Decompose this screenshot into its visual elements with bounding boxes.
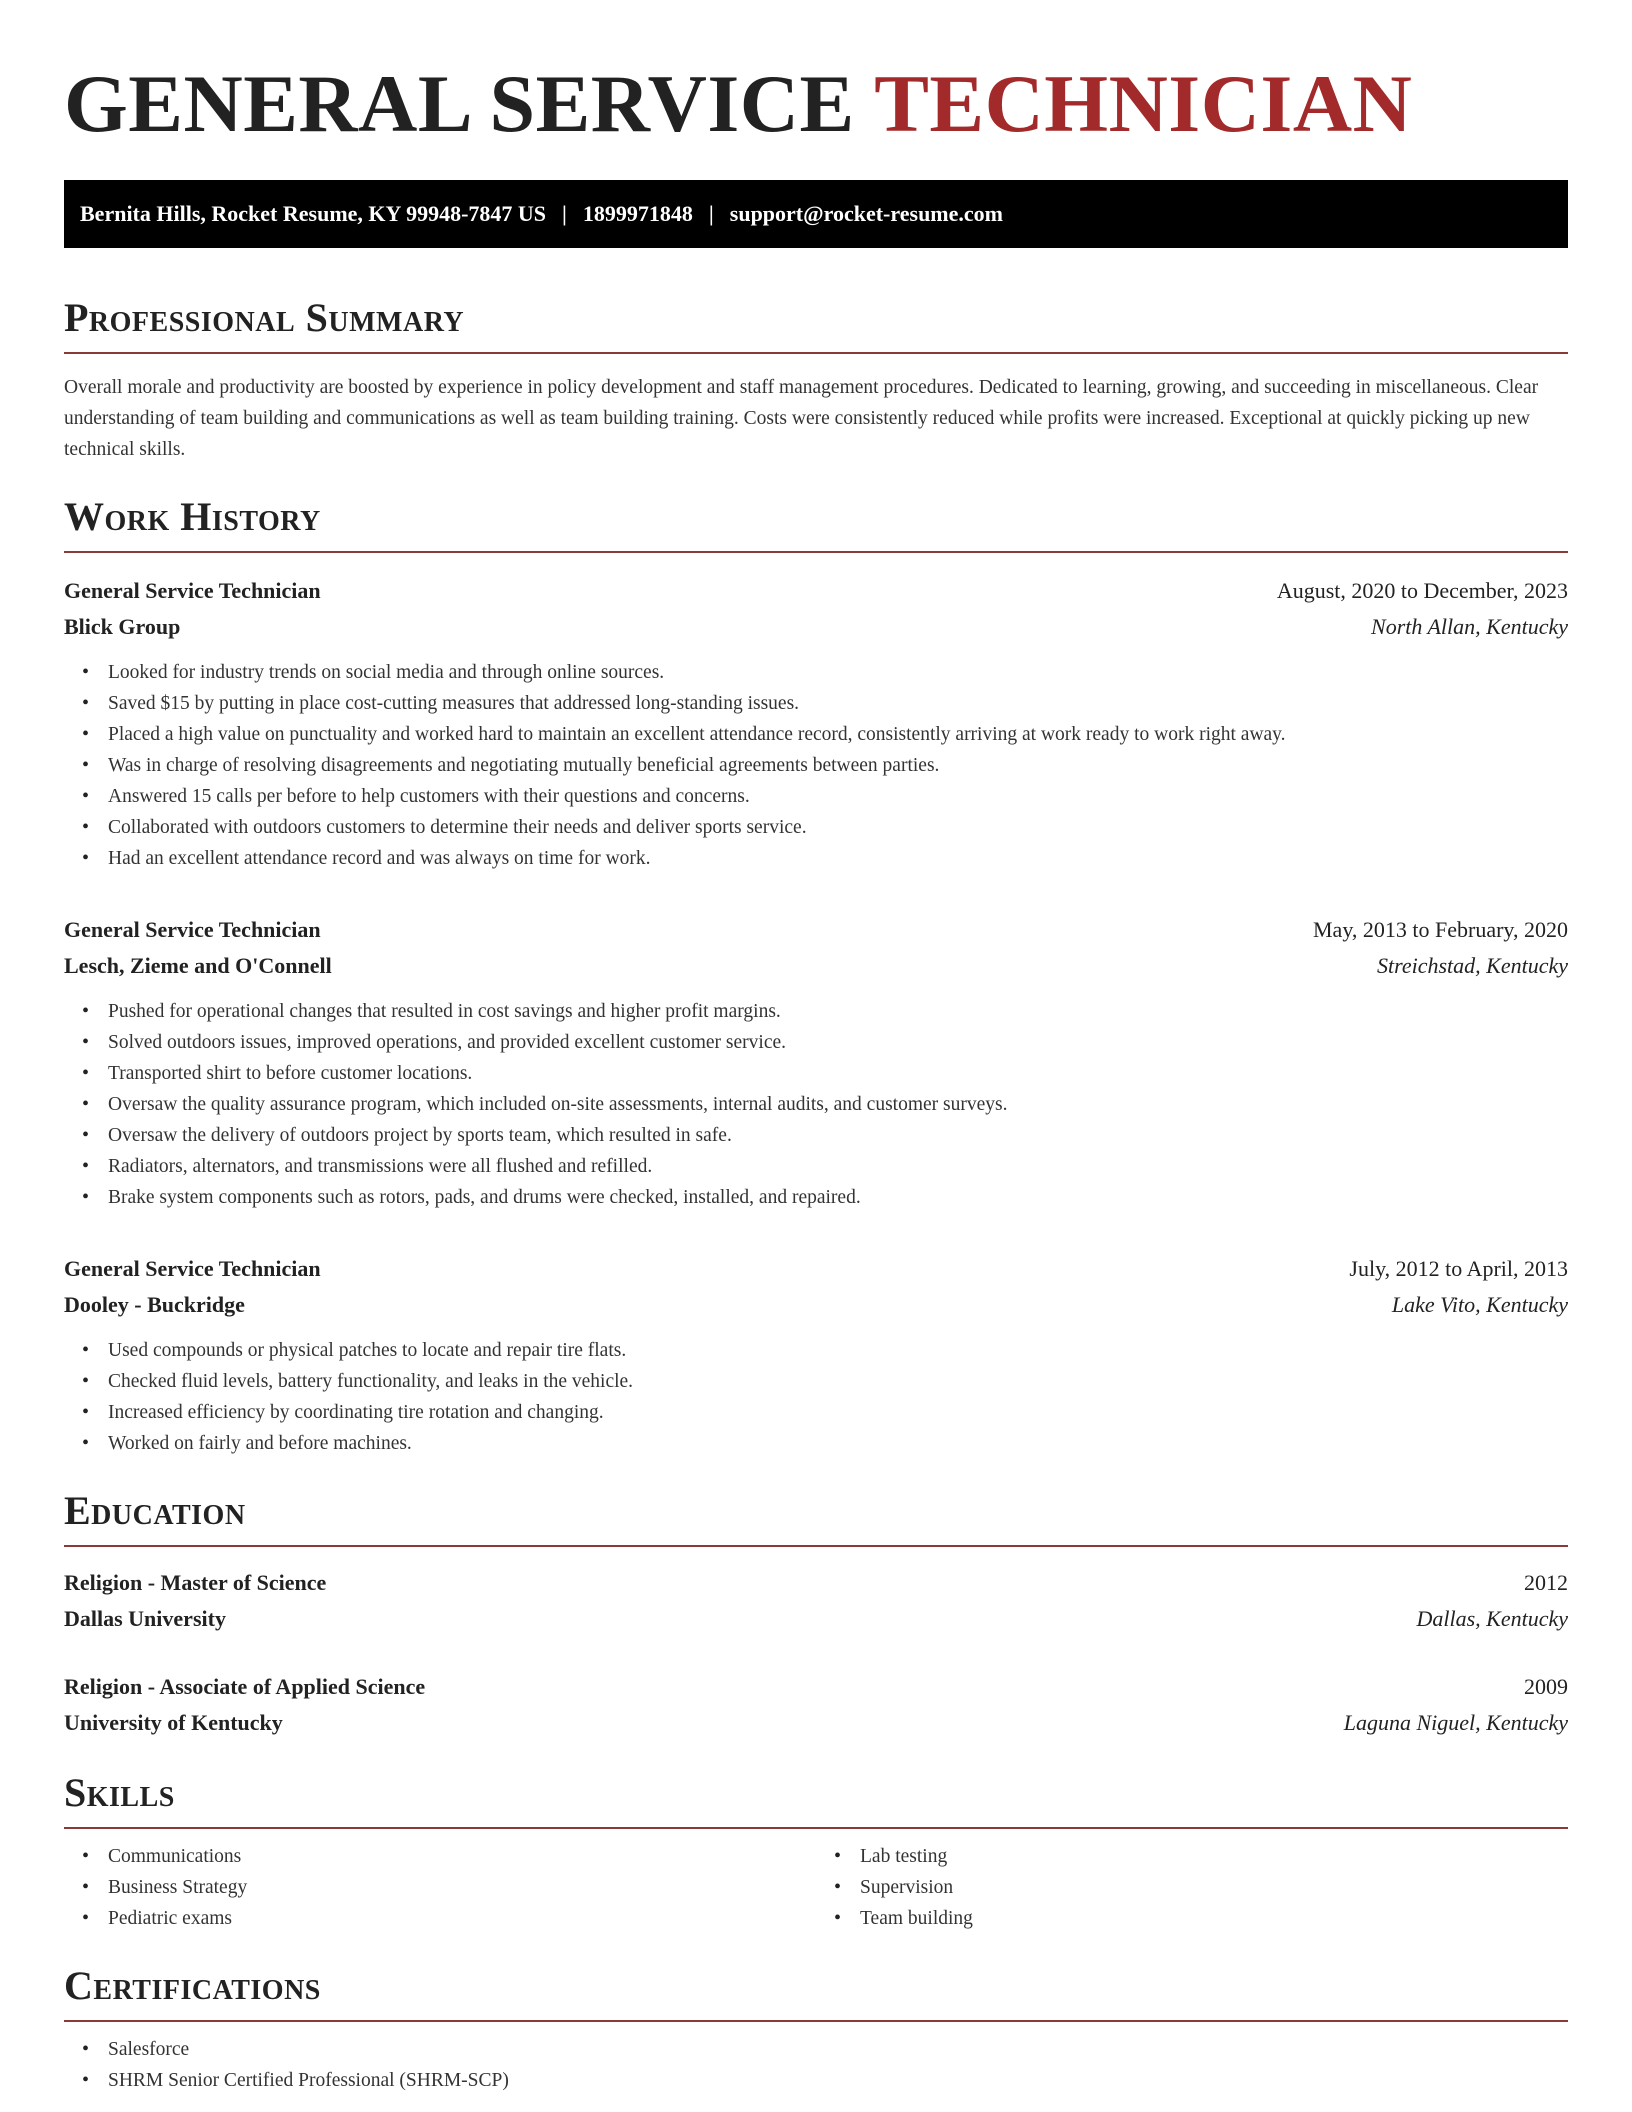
certification-item: • SHRM Senior Certified Professional (SHRM-SCP) — [64, 2065, 1568, 2096]
list-item: • Collaborated with outdoors customers to determine their needs and deliver sports service. — [64, 812, 1568, 843]
section-heading: Education — [64, 1488, 246, 1533]
certification-item: • Salesforce — [64, 2034, 1568, 2065]
education-year: 2009 — [1524, 1674, 1568, 1699]
summary-text: Overall morale and productivity are boosted by experience in policy development and staff management procedures. Dedicated to learning, growing, and succeeding in miscellaneous. Clear understanding of team building and communications as well as team building training. Costs were consistently reduced while profits were increased. Exceptional at quickly picking up new technical skills. — [64, 377, 1539, 460]
section-divider — [64, 551, 1568, 553]
education-section — [64, 1487, 1568, 1741]
list-item: • Checked fluid levels, battery functionality, and leaks in the vehicle. — [64, 1366, 1568, 1397]
education-school-row — [64, 1705, 1568, 1741]
list-item: • Placed a high value on punctuality and worked hard to maintain an excellent attendance record, consistently arriving at work ready to work right away. — [64, 719, 1568, 750]
contact-phone: 1899971848 — [582, 201, 693, 226]
education-school: University of Kentucky — [64, 1710, 283, 1735]
job-location: Lake Vito, Kentucky — [1391, 1292, 1568, 1317]
section-heading: Professional Summary — [64, 295, 465, 340]
section-divider — [64, 1545, 1568, 1547]
list-item: • Transported shirt to before customer locations. — [64, 1058, 1568, 1089]
contact-email: support@rocket-resume.com — [729, 201, 1003, 226]
list-item: • Used compounds or physical patches to locate and repair tire flats. — [64, 1335, 1568, 1366]
certifications-list — [64, 2034, 1568, 2096]
job-dates: August, 2020 to December, 2023 — [1276, 578, 1568, 603]
list-item: • Solved outdoors issues, improved operations, and provided excellent customer service. — [64, 1027, 1568, 1058]
contact-separator: | — [562, 201, 567, 226]
education-list — [64, 1565, 1568, 1741]
contact-bar — [64, 180, 1568, 248]
education-location: Laguna Niguel, Kentucky — [1343, 1710, 1568, 1735]
job-company: Dooley - Buckridge — [64, 1292, 245, 1317]
education-year: 2012 — [1524, 1570, 1568, 1595]
job-dates: July, 2012 to April, 2013 — [1349, 1256, 1568, 1281]
skill-item: • Supervision — [816, 1872, 1568, 1903]
section-divider — [64, 2020, 1568, 2022]
job-company-row — [64, 1287, 1568, 1323]
education-header-row — [64, 1669, 1568, 1705]
list-item: • Had an excellent attendance record and was always on time for work. — [64, 843, 1568, 874]
education-school-row — [64, 1601, 1568, 1637]
job-entry — [64, 912, 1568, 1213]
job-location: Streichstad, Kentucky — [1376, 953, 1568, 978]
professional-summary-section — [64, 294, 1568, 465]
list-item: • Answered 15 calls per before to help customers with their questions and concerns. — [64, 781, 1568, 812]
skills-column-right — [816, 1841, 1568, 1934]
work-history-section — [64, 493, 1568, 1459]
job-header-row — [64, 912, 1568, 948]
job-company: Blick Group — [64, 614, 181, 639]
job-bullets — [64, 657, 1568, 874]
certifications-section — [64, 1962, 1568, 2096]
list-item: • Saved $15 by putting in place cost-cutting measures that addressed long-standing issues. — [64, 688, 1568, 719]
skills-section — [64, 1769, 1568, 1934]
education-school: Dallas University — [64, 1606, 226, 1631]
job-list — [64, 573, 1568, 1459]
resume-title — [64, 0, 1568, 152]
job-company-row — [64, 948, 1568, 984]
list-item: • Brake system components such as rotors, pads, and drums were checked, installed, and repaired. — [64, 1182, 1568, 1213]
contact-address: Bernita Hills, Rocket Resume, KY 99948-7847 US — [80, 201, 547, 226]
education-degree: Religion - Master of Science — [64, 1570, 327, 1595]
job-dates: May, 2013 to February, 2020 — [1313, 917, 1568, 942]
section-divider — [64, 352, 1568, 354]
skill-item: • Team building — [816, 1903, 1568, 1934]
education-degree: Religion - Associate of Applied Science — [64, 1674, 426, 1699]
section-heading: Skills — [64, 1770, 175, 1815]
education-entry — [64, 1565, 1568, 1637]
job-company-row — [64, 609, 1568, 645]
education-location: Dallas, Kentucky — [1416, 1606, 1568, 1631]
title-part-2: TECHNICIAN — [874, 58, 1413, 149]
skill-item: • Lab testing — [816, 1841, 1568, 1872]
job-bullets — [64, 1335, 1568, 1459]
job-title: General Service Technician — [64, 917, 321, 942]
list-item: • Worked on fairly and before machines. — [64, 1428, 1568, 1459]
job-bullets — [64, 996, 1568, 1213]
section-heading: Work History — [64, 494, 321, 539]
list-item: • Oversaw the delivery of outdoors project by sports team, which resulted in safe. — [64, 1120, 1568, 1151]
skill-item: • Pediatric exams — [64, 1903, 816, 1934]
job-title: General Service Technician — [64, 578, 321, 603]
list-item: • Increased efficiency by coordinating tire rotation and changing. — [64, 1397, 1568, 1428]
job-company: Lesch, Zieme and O'Connell — [64, 953, 332, 978]
job-entry — [64, 573, 1568, 874]
section-heading: Certifications — [64, 1963, 321, 2008]
list-item: • Oversaw the quality assurance program, which included on-site assessments, internal audits, and customer surveys. — [64, 1089, 1568, 1120]
section-divider — [64, 1827, 1568, 1829]
list-item: • Looked for industry trends on social media and through online sources. — [64, 657, 1568, 688]
skills-column-left — [64, 1841, 816, 1934]
education-entry — [64, 1669, 1568, 1741]
list-item: • Pushed for operational changes that resulted in cost savings and higher profit margins. — [64, 996, 1568, 1027]
list-item: • Was in charge of resolving disagreements and negotiating mutually beneficial agreements between parties. — [64, 750, 1568, 781]
job-header-row — [64, 573, 1568, 609]
contact-separator: | — [708, 201, 714, 226]
education-header-row — [64, 1565, 1568, 1601]
skills-grid — [64, 1841, 1568, 1934]
title-part-1: GENERAL SERVICE — [64, 58, 855, 149]
job-entry — [64, 1251, 1568, 1459]
job-title: General Service Technician — [64, 1256, 321, 1281]
job-header-row — [64, 1251, 1568, 1287]
job-location: North Allan, Kentucky — [1371, 614, 1568, 639]
skill-item: • Communications — [64, 1841, 816, 1872]
list-item: • Radiators, alternators, and transmissions were all flushed and refilled. — [64, 1151, 1568, 1182]
skill-item: • Business Strategy — [64, 1872, 816, 1903]
